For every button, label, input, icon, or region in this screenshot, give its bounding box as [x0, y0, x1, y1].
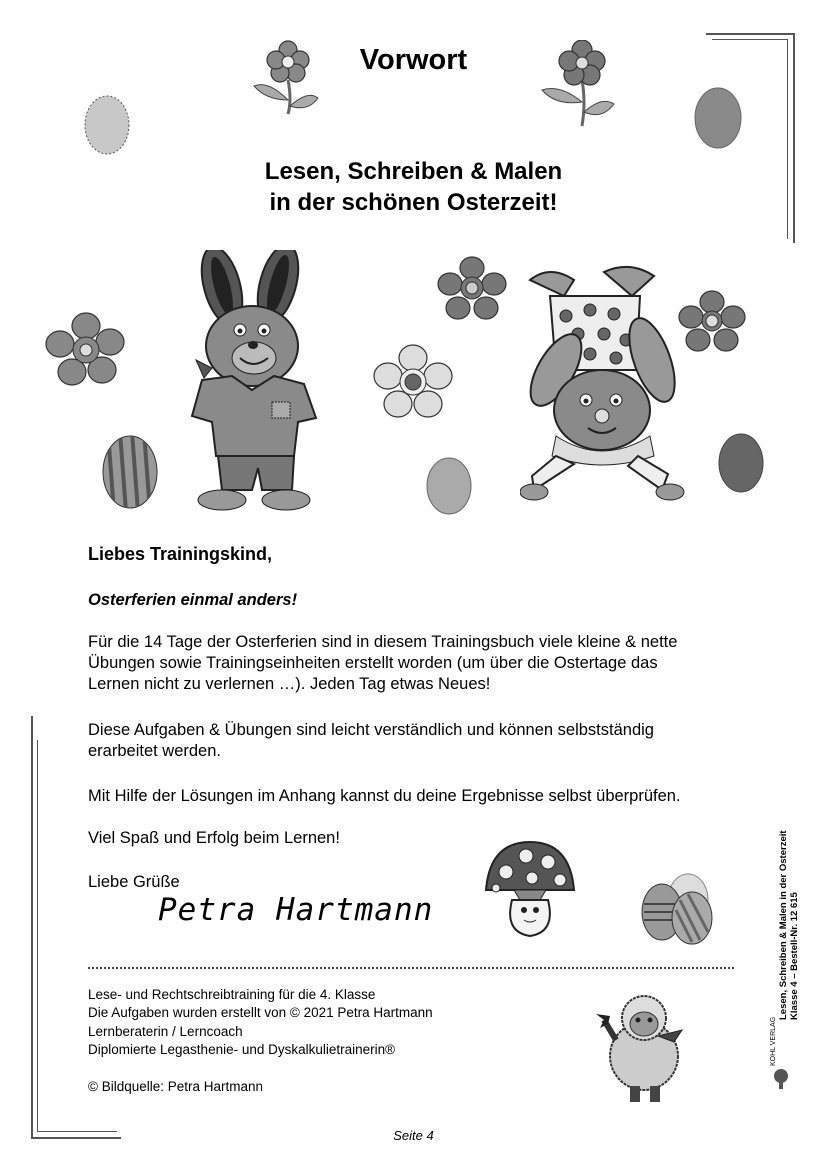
footer-line-3: Lernberaterin / Lerncoach: [88, 1024, 243, 1039]
paragraph-1-line-2: Übungen sowie Trainingseinheiten erstellt worden (um über die Ostertage das: [88, 654, 658, 672]
sheep-icon: [594, 990, 690, 1108]
footer-line-6: © Bildquelle: Petra Hartmann: [88, 1079, 264, 1094]
publisher-logo-text: KOHL VERLAG: [770, 1016, 777, 1066]
signature: Petra Hartmann: [158, 892, 434, 928]
paragraph-4: Viel Spaß und Erfolg beim Lernen!: [88, 829, 340, 847]
closing: Liebe Grüße: [88, 873, 180, 891]
easter-egg-icon: [100, 432, 160, 510]
footer-line-2: Die Aufgaben wurden erstellt von © 2021 Petra Hartmann: [88, 1005, 433, 1020]
footer-line-1: Lese- und Rechtschreibtraining für die 4. Klasse: [88, 987, 376, 1002]
easter-egg-icon: [82, 92, 132, 156]
easter-egg-icon: [716, 430, 766, 494]
flower-icon: [44, 312, 128, 392]
frame-top-right-h2: [712, 39, 788, 40]
mushroom-icon: [482, 838, 578, 940]
easter-egg-icon: [640, 870, 720, 946]
flower-icon: [436, 256, 508, 326]
paragraph-3: Mit Hilfe der Lösungen im Anhang kannst du deine Ergebnisse selbst überprüfen.: [88, 787, 681, 805]
spine-line-1: Lesen, Schreiben & Malen in der Osterzeit: [778, 830, 789, 1020]
divider: [88, 967, 734, 969]
paragraph-1-line-3: Lernen nicht zu verlernen …). Jeden Tag etwas Neues!: [88, 675, 491, 693]
subtitle-line2: in der schönen Osterzeit!: [269, 189, 558, 216]
publisher-tree-icon: [770, 1068, 792, 1090]
footer-line-4: Diplomierte Legasthenie- und Dyskalkulietrainerin®: [88, 1042, 396, 1057]
easter-egg-icon: [692, 84, 744, 150]
easter-egg-icon: [424, 454, 474, 516]
paragraph-2: [88, 720, 758, 762]
frame-top-right-h: [706, 33, 794, 35]
page-number: Seite 4: [393, 1128, 434, 1143]
bunny-icon: [182, 250, 332, 516]
paragraph-2-line-2: erarbeitet werden.: [88, 742, 221, 760]
subtitle-line1: Lesen, Schreiben & Malen: [264, 158, 563, 185]
page-title: Vorwort: [359, 44, 468, 76]
paragraph-1: [88, 632, 758, 695]
greeting: Liebes Trainingskind,: [88, 544, 273, 564]
bunny-handstand-icon: [520, 260, 690, 505]
subtitle: [0, 156, 827, 218]
paragraph-1-line-1: Für die 14 Tage der Osterferien sind in diesem Trainingsbuch viele kleine & nette: [88, 633, 678, 651]
flower-icon: [678, 290, 746, 356]
spine-label: [778, 760, 800, 1020]
tagline: Osterferien einmal anders!: [88, 591, 298, 609]
frame-bottom-left-v2: [37, 740, 38, 1132]
frame-bottom-left-v: [31, 716, 33, 1138]
spine-line-2: Klasse 4 – Bestell-Nr. 12 615: [789, 892, 800, 1020]
flower-icon: [372, 344, 454, 422]
paragraph-2-line-1: Diese Aufgaben & Übungen sind leicht verständlich und können selbstständig: [88, 721, 654, 739]
